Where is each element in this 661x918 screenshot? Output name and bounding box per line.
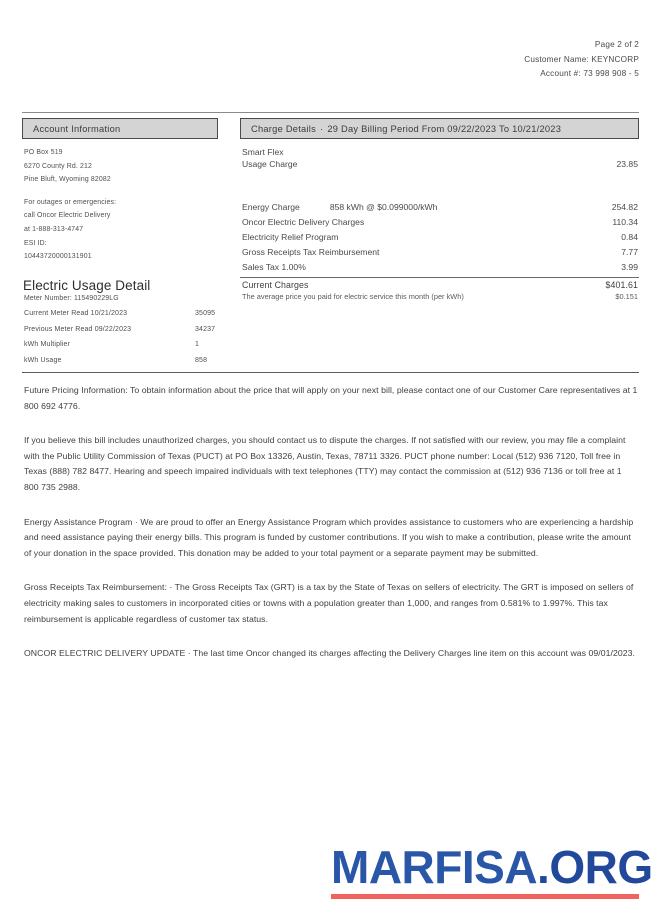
header-divider [22,112,639,113]
usage-row-label: Previous Meter Read 09/22/2023 [24,325,132,333]
charge-label: Sales Tax 1.00% [242,262,306,272]
charge-details-header [240,118,639,139]
charge-amount: 3.99 [621,262,638,272]
usage-row [24,322,229,338]
page-number: Page 2 of 2 [594,40,639,49]
charge-label: Electricity Relief Program [242,232,339,242]
charge-detail: 858 kWh @ $0.099000/kWh [329,202,438,212]
po-box: PO Box 519 [24,149,63,156]
account-information-header [22,118,218,139]
average-price-amount: $0.151 [615,292,638,301]
watermark-name: MARFISA [331,841,538,893]
customer-name: Customer Name: KEYNCORP [524,54,639,64]
charge-details-separator: · [320,123,324,134]
energy-assistance-notice: Energy Assistance Program · We are proud to offer an Energy Assistance Program which provides assistance to customers who are experiencing a hardship and need assistance paying their energy bills. This program is funded by customer contributions. If you wish to make a contribution, please write the amount of your donation in the space provided. This donation may be added to your total payment or a separate payment may be submitted. [24,516,634,558]
usage-row-label: kWh Usage [24,356,62,364]
charge-label: Energy Charge [242,202,300,212]
usage-row-value: 1 [195,341,200,348]
notices-section [24,383,638,662]
outage-line-2: call Oncor Electric Delivery [24,212,111,220]
future-pricing-notice: Future Pricing Information: To obtain information about the price that will apply on your next bill, please contact one of our Customer Care representatives at 1 800 692 4776. [24,385,638,411]
billing-period: 29 Day Billing Period From 09/22/2023 To 10/21/2023 [327,123,562,134]
usage-row [24,353,229,369]
oncor-update-notice: ONCOR ELECTRIC DELIVERY UPDATE · The last time Oncor changed its charges affecting the Delivery Charges line item on this account was 09/01/2023. [24,648,635,659]
usage-detail-table [24,306,229,368]
street-address: 6270 County Rd. 212 [24,162,92,170]
address-spacer [24,187,116,196]
account-address-block [24,146,116,264]
charge-amount: 254.82 [611,202,638,212]
watermark-underline [331,894,639,899]
current-charges-label: Current Charges [242,280,309,290]
usage-row [24,337,229,353]
account-information-title: Account Information [33,123,121,134]
charge-row [242,230,638,245]
watermark [331,841,653,899]
dispute-notice: If you believe this bill includes unauthorized charges, you should contact us to dispute the charges. If not satisfied with our review, you may file a complaint with the Public Utility Commission of Texas (PUCT) at PO Box 13326, Austin, Texas, 78711 3326. PUCT phone number: Local (512) 936 7120, Toll free in Texas (888) 782 8477. Hearing and speech impaired individuals with text telephones (TTY) may contact the commission at (512) 936 7136 or toll free at 1 800 735 2988. [24,435,626,492]
current-charges-amount: $401.61 [605,280,638,290]
usage-charge-row [242,159,638,169]
charge-row [242,245,638,260]
charge-amount: 0.84 [621,232,638,242]
average-price-label: The average price you paid for electric service this month (per kWh) [242,292,464,301]
usage-charge-label: Usage Charge [242,159,298,169]
outage-phone: at 1-888-313-4747 [24,225,84,233]
account-number: Account #: 73 998 908 - 5 [540,69,639,78]
plan-name: Smart Flex [242,147,284,157]
charge-row [242,200,638,215]
charges-total-divider [240,277,639,278]
watermark-tld: .ORG [537,841,653,893]
current-charges-row [242,280,638,290]
charge-label: Oncor Electric Delivery Charges [242,217,365,227]
meter-number: Meter Number: 115490229LG [24,295,119,302]
watermark-text [331,841,653,893]
charge-details-title: Charge Details [251,123,316,134]
esi-id-value: 10443720000131901 [24,253,92,261]
notices-divider [22,372,639,373]
charge-amount: 110.34 [612,217,638,227]
esi-id-label: ESI ID: [24,239,47,247]
outage-line-1: For outages or emergencies: [24,198,117,206]
usage-row-value: 858 [195,356,208,364]
charge-label: Gross Receipts Tax Reimbursement [242,247,380,257]
document-header [524,38,639,82]
gross-receipts-notice: Gross Receipts Tax Reimbursement: · The Gross Receipts Tax (GRT) is a tax by the State of Texas on sellers of electricity. The GRT is imposed on sellers of electricity making sales to customers in incorporated cities or towns with a population greater than 1,000, and ranges from 0.581% to 1.997%. This tax reimbursement is applicable regardless of customer tax status. [24,582,634,624]
usage-row-value: 34237 [195,325,216,333]
charge-amount: 7.77 [621,247,638,257]
usage-row-label: Current Meter Read 10/21/2023 [24,310,128,317]
city-state-zip: Pine Bluft, Wyoming 82082 [24,176,111,184]
usage-charge-amount: 23.85 [616,159,638,169]
usage-row [24,306,229,322]
average-price-row [242,292,638,301]
charge-row [242,215,638,230]
usage-row-value: 35095 [195,310,216,317]
charge-line-items [242,200,638,275]
charge-row [242,260,638,275]
electric-usage-detail-title: Electric Usage Detail [23,278,151,293]
usage-row-label: kWh Multiplier [24,341,71,348]
